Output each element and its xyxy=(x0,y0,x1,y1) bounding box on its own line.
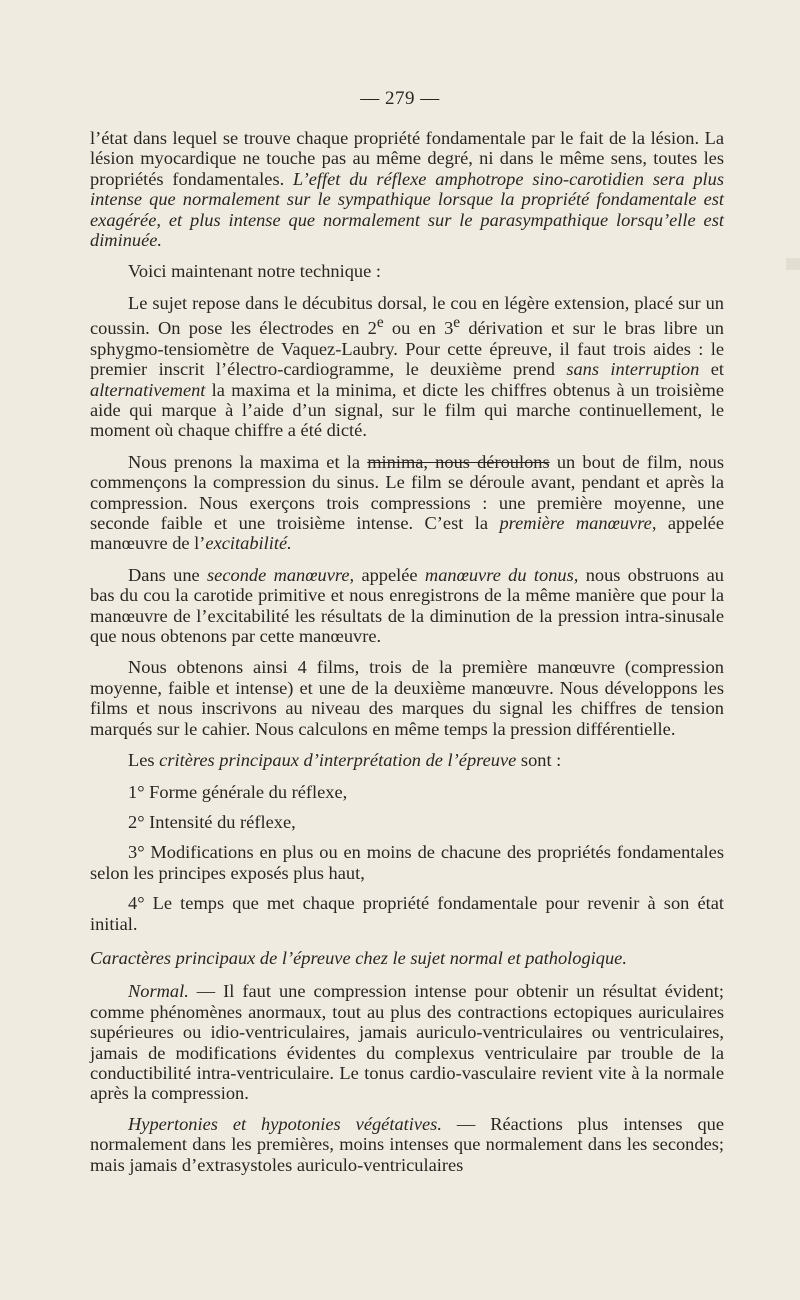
superscript: e xyxy=(376,314,384,332)
text-run: Dans une xyxy=(128,564,208,585)
text-run: Les xyxy=(128,750,160,771)
italic-run: seconde manœuvre, xyxy=(207,564,355,585)
text-run: — Réactions plus intenses que normalement dans les premières, moins intenses que normalement dans les secondes; mais jamais d’extrasystoles auriculo-ventriculaires xyxy=(90,1113,724,1175)
text-run: la maxima et la minima, et dicte les chiffres obtenus à un troisième aide qui marque à l’aide d’un signal, sur le film qui marche continuellement, le moment où chaque chiffre a été dicté. xyxy=(90,379,724,441)
paragraph-4 xyxy=(90,452,724,554)
paragraph-7 xyxy=(90,750,724,770)
italic-run: excitabilité. xyxy=(205,533,292,554)
italic-run: alternativement xyxy=(90,379,206,400)
italic-run: première manœuvre, xyxy=(499,513,657,534)
text-run: Voici maintenant notre technique : xyxy=(128,261,381,282)
struck-text: minima, nous déroulons xyxy=(367,451,550,472)
page-edge-mark xyxy=(786,258,800,270)
text-run: sont : xyxy=(516,750,562,771)
paragraph-3 xyxy=(90,293,724,441)
paragraph-5 xyxy=(90,565,724,647)
paragraph-6 xyxy=(90,657,724,739)
text-run: appelée xyxy=(354,564,425,585)
text-run: — Il faut une compression intense pour obtenir un résultat évident; comme phénomènes anormaux, tout au plus des contractions ectopiques auriculaires supérieures ou idio-ventriculaires, jamais auriculo-ventriculaires ou ventriculaires, jamais de modifications évidentes du complexus ventriculaire par trouble de la conductibilité intra-ventriculaire. Le tonus cardio-vasculaire revient vite à la normale après la compression. xyxy=(90,981,724,1104)
text-run: dérivation et sur le bras libre un sphygmo-tensiomètre de Vaquez-Laubry. Pour cette épreuve, il faut trois aides : le premier inscrit l’électro-cardiogramme, le deuxième prend xyxy=(90,318,724,380)
text-run: Nous obtenons ainsi 4 films, trois de la première manœuvre (compression moyenne, faible et intense) et une de la deuxième manœuvre. Nous développons les films et nous inscrivons au niveau des marques du signal les chiffres de tension marqués sur le cahier. Nous calculons en même temps la pression différentielle. xyxy=(90,657,724,739)
text-run: Le sujet repose dans le décubitus dorsal, le cou en légère extension, placé sur un coussin. On pose les électrodes en 2 xyxy=(90,292,724,339)
italic-run: L’effet du réflexe amphotrope sino-carotidien sera plus intense que normalement sur le sympathique lorsque la propriété fondamentale est exagérée, et plus intense que normalement sur le parasympathique lorsqu’elle est diminuée. xyxy=(90,168,724,251)
paragraph-1 xyxy=(90,128,724,250)
text-run: ou en 3 xyxy=(383,318,454,339)
text-run: un bout de film, nous commençons la compression du sinus. Le film se déroule avant, pendant et après la compression. Nous exerçons trois compressions : une première moyenne, une seconde faible et une troisième intense. C’est la xyxy=(90,451,725,534)
list-item: 4° Le temps que met chaque propriété fondamentale pour revenir à son état initial. xyxy=(90,893,724,934)
italic-run: manœuvre du tonus, xyxy=(424,564,579,585)
text-run: Nous prenons la maxima et la xyxy=(128,451,368,472)
text-run: nous obstruons au bas du cou la carotide primitive et nous enregistrons de la même manière que pour la manœuvre de l’excitabilité les résultats de la diminution de la pression intra-sinusale que nous obtenons par cette manœuvre. xyxy=(90,564,724,647)
italic-run: sans interruption xyxy=(566,359,700,380)
paragraph-normal xyxy=(90,981,724,1103)
text-run: et xyxy=(699,359,724,380)
text-run: appelée manœuvre de l’ xyxy=(90,513,725,554)
italic-run: critères principaux d’interprétation de l’épreuve xyxy=(159,750,517,771)
text-run: l’état dans lequel se trouve chaque propriété fondamentale par le fait de la lésion. La lésion myocardique ne touche pas au même degré, ni dans le même sens, toutes les propriétés fondamentales. xyxy=(90,128,724,189)
list-item: 3° Modifications en plus ou en moins de chacune des propriétés fondamentales selon les principes exposés plus haut, xyxy=(90,842,724,883)
section-heading: Caractères principaux de l’épreuve chez le sujet normal et pathologique. xyxy=(90,947,627,968)
body-text xyxy=(90,128,724,1186)
paragraph-2 xyxy=(90,261,724,281)
paragraph-hypertonies xyxy=(90,1114,724,1175)
list-item: 1° Forme générale du réflexe, xyxy=(128,781,348,802)
page-number: — 279 — xyxy=(360,88,440,109)
superscript: e xyxy=(453,314,461,332)
italic-run: Normal. xyxy=(128,981,189,1002)
italic-run: Hypertonies et hypotonies végétatives. xyxy=(128,1113,442,1134)
list-item: 2° Intensité du réflexe, xyxy=(128,811,296,832)
